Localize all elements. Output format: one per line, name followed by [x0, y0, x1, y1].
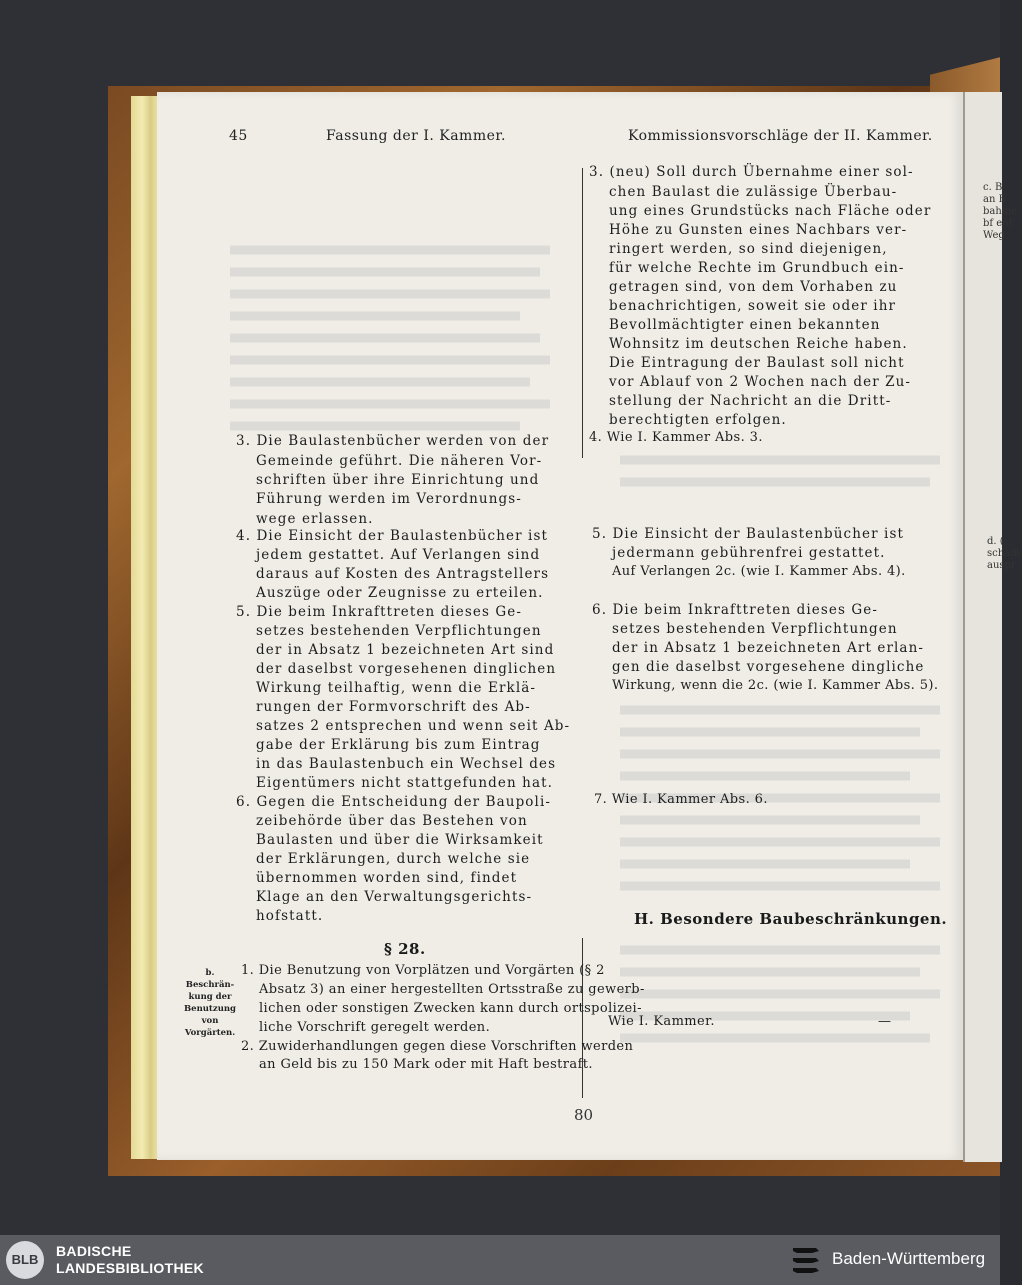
fragment-line: Weg [983, 230, 1005, 241]
right-line: Wirkung, wenn die 2c. (wie I. Kammer Abs. 5). [612, 678, 939, 693]
left-line: in das Baulastenbuch ein Wechsel des [256, 756, 557, 772]
right-line: setzes bestehenden Verpflichtungen [612, 621, 898, 637]
right-line: 3. (neu) Soll durch Übernahme einer sol- [589, 164, 914, 180]
right-line: stellung der Nachricht an die Dritt- [609, 393, 892, 409]
section-28-heading: § 28. [384, 940, 426, 958]
fragment-line: bahme [983, 206, 1018, 217]
left-line: schriften über ihre Einrichtung und [256, 472, 540, 488]
fragment-line: auspr [987, 560, 1016, 571]
right-line: ringert werden, so sind diejenigen, [609, 241, 888, 257]
next-page-fragment-mid [987, 536, 1022, 572]
section-h-heading: H. Besondere Baubeschränkungen. [634, 910, 948, 928]
left-line: der in Absatz 1 bezeichneten Art sind [256, 642, 555, 658]
left-line: daraus auf Kosten des Antragstellers [256, 566, 550, 582]
margin-note-line: kung der [188, 992, 232, 1002]
page-left-number: 45 [229, 128, 248, 144]
right-line: Die Eintragung der Baulast soll nicht [609, 355, 905, 371]
left-column-title: Fassung der I. Kammer. [326, 128, 506, 144]
right-line: chen Baulast die zulässige Überbau- [609, 184, 898, 200]
dash-mark: — [878, 1014, 892, 1029]
sec28-line: liche Vorschrift geregelt werden. [259, 1020, 491, 1035]
right-line: jedermann gebührenfrei gestattet. [612, 545, 886, 561]
left-line: 6. Gegen die Entscheidung der Baupoli- [236, 794, 552, 810]
sec28-line: 2. Zuwiderhandlungen gegen diese Vorschriften werden [241, 1039, 634, 1054]
fragment-line: an E [983, 194, 1006, 205]
margin-note [182, 967, 238, 1039]
sec28-line: lichen oder sonstigen Zwecken kann durch ortspolizei- [259, 1001, 642, 1016]
fragment-line: bf ent [983, 218, 1013, 229]
right-line: Auf Verlangen 2c. (wie I. Kammer Abs. 4). [612, 564, 906, 579]
sec28-line: an Geld bis zu 150 Mark oder mit Haft bestraft. [259, 1057, 593, 1072]
left-line: gabe der Erklärung bis zum Eintrag [256, 737, 541, 753]
library-name-line1: BADISCHE [56, 1243, 132, 1259]
left-line: rungen der Formvorschrift des Ab- [256, 699, 531, 715]
sec28-line: Absatz 3) an einer hergestellten Ortsstraße zu gewerb- [259, 982, 645, 997]
left-line: der daselbst vorgesehenen dinglichen [256, 661, 557, 677]
left-line: 3. Die Baulastenbücher werden von der [236, 433, 550, 449]
left-line: Baulasten und über die Wirksamkeit [256, 832, 544, 848]
right-line: der in Absatz 1 bezeichneten Art erlan- [612, 640, 925, 656]
left-line: der Erklärungen, durch welche sie [256, 851, 531, 867]
left-line: Eigentümers nicht stattgefunden hat. [256, 775, 554, 791]
wie-kammer-note: Wie I. Kammer. [608, 1014, 715, 1029]
left-line: wege erlassen. [256, 511, 374, 527]
right-line: benachrichtigen, soweit sie oder ihr [609, 298, 897, 314]
right-line: getragen sind, von dem Vorhaben zu [609, 279, 898, 295]
left-line: Gemeinde geführt. Die näheren Vor- [256, 453, 543, 469]
margin-note-line: Benutzung [183, 1004, 236, 1014]
page-number: 80 [574, 1106, 594, 1124]
left-line: setzes bestehenden Verpflichtungen [256, 623, 542, 639]
lions-coat-of-arms-icon [790, 1242, 822, 1278]
right-line: gen die daselbst vorgesehene dingliche [612, 659, 925, 675]
left-line: 5. Die beim Inkrafttreten dieses Ge- [236, 604, 523, 620]
left-line: Führung werden im Verordnungs- [256, 491, 522, 507]
left-line: 4. Die Einsicht der Baulastenbücher ist [236, 528, 549, 544]
column-divider-lower [582, 938, 583, 1098]
library-name-line2: LANDESBIBLIOTHEK [56, 1260, 204, 1276]
right-line: Bevollmächtigter einen bekannten [609, 317, 881, 333]
footer-bar [0, 1235, 1000, 1285]
left-line: Klage an den Verwaltungsgerichts- [256, 889, 533, 905]
left-line: zeibehörde über das Bestehen von [256, 813, 528, 829]
right-line: 5. Die Einsicht der Baulastenbücher ist [592, 526, 905, 542]
fragment-line: d. ( [987, 536, 1004, 547]
left-line: übernommen worden sind, findet [256, 870, 518, 886]
right-line: Wohnsitz im deutschen Reiche haben. [609, 336, 908, 352]
fragment-line: schädi [987, 548, 1020, 559]
column-divider-upper [582, 168, 583, 458]
state-name[interactable]: Baden-Württemberg [832, 1249, 986, 1268]
margin-note-line: b. Beschrän- [185, 968, 235, 990]
right-column-title: Kommissionsvorschläge der II. Kammer. [628, 128, 933, 144]
right-line: für welche Rechte im Grundbuch ein- [609, 260, 905, 276]
margin-note-line: von [201, 1016, 219, 1026]
left-line: Auszüge oder Zeugnisse zu erteilen. [256, 585, 544, 601]
right-line: 4. Wie I. Kammer Abs. 3. [589, 430, 763, 445]
library-name[interactable] [56, 1243, 204, 1277]
left-line: Wirkung teilhaftig, wenn die Erklä- [256, 680, 537, 696]
sec28-line: 1. Die Benutzung von Vorplätzen und Vorgärten (§ 2 [241, 963, 605, 978]
page-edge-gilt [131, 96, 159, 1159]
right-line: vor Ablauf von 2 Wochen nach der Zu- [609, 374, 912, 390]
right-line: 6. Die beim Inkrafttreten dieses Ge- [592, 602, 879, 618]
margin-note-line: Vorgärten. [184, 1028, 236, 1038]
left-line: hofstatt. [256, 908, 324, 924]
fragment-line: c. B [983, 182, 1003, 193]
blb-logo-icon[interactable]: BLB [6, 1241, 44, 1279]
right-line: Höhe zu Gunsten eines Nachbars ver- [609, 222, 908, 238]
next-page-edge [963, 92, 1020, 1162]
next-page-fragment-top [983, 182, 1018, 242]
left-line: satzes 2 entsprechen und wenn seit Ab- [256, 718, 571, 734]
left-line: jedem gestattet. Auf Verlangen sind [256, 547, 541, 563]
right-line: ung eines Grundstücks nach Fläche oder [609, 203, 932, 219]
right-line: berechtigten erfolgen. [609, 412, 787, 428]
right-item-7: 7. Wie I. Kammer Abs. 6. [594, 792, 768, 807]
